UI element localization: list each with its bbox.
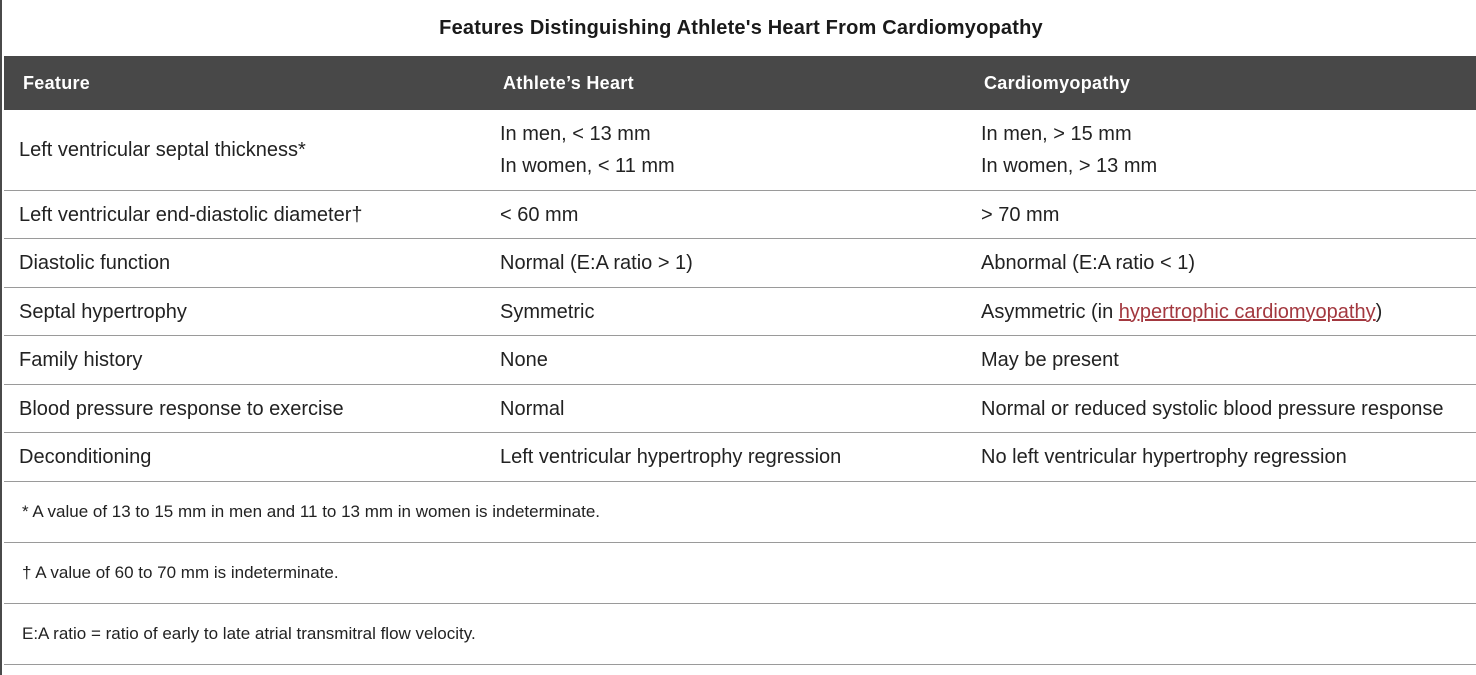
cell-feature: Blood pressure response to exercise <box>19 397 344 420</box>
hypertrophic-cardiomyopathy-link[interactable]: hypertrophic cardiomyopathy <box>1118 300 1376 323</box>
cell-feature: Left ventricular end-diastolic diameter† <box>19 203 363 226</box>
table-row <box>4 433 1476 482</box>
cell-cardio: May be present <box>981 349 1119 371</box>
cell-cardio: In men, > 15 mm In women, > 13 mm <box>981 123 1158 177</box>
cell-athlete: Normal (E:A ratio > 1) <box>500 252 693 274</box>
table-row <box>4 336 1476 385</box>
table-row <box>4 191 1476 239</box>
cell-feature: Deconditioning <box>19 446 152 468</box>
cell-athlete: Left ventricular hypertrophy regression <box>500 446 842 468</box>
cell-cardio: No left ventricular hypertrophy regression <box>981 446 1347 468</box>
header-feature: Feature <box>23 73 91 93</box>
cell-cardio: Abnormal (E:A ratio < 1) <box>981 252 1195 274</box>
cell-feature: Left ventricular septal thickness* <box>19 139 306 161</box>
header-athletes-heart: Athlete’s Heart <box>503 73 634 93</box>
table-row <box>4 288 1476 336</box>
footnote-ea-ratio: E:A ratio = ratio of early to late atrial transmitral flow velocity. <box>4 604 1476 665</box>
header-cardiomyopathy: Cardiomyopathy <box>984 73 1131 93</box>
cell-athlete: Normal <box>500 397 565 420</box>
cell-feature: Family history <box>19 349 143 371</box>
cardio-text-prefix: Asymmetric (in <box>981 300 1119 323</box>
footnote-diameter: † A value of 60 to 70 mm is indeterminate. <box>4 543 1476 604</box>
cell-feature: Diastolic function <box>19 252 171 274</box>
cell-athlete: None <box>500 349 548 371</box>
footnote-septal: * A value of 13 to 15 mm in men and 11 to 13 mm in women is indeterminate. <box>4 482 1476 543</box>
cell-athlete: < 60 mm <box>500 203 579 226</box>
table-header-row <box>4 56 1476 110</box>
table-row <box>4 110 1476 191</box>
cardio-text-suffix: ) <box>1375 300 1383 323</box>
cell-cardio: > 70 mm <box>981 203 1060 226</box>
table-row <box>4 385 1476 433</box>
cell-athlete: Symmetric <box>500 300 595 323</box>
table-row <box>4 239 1476 288</box>
cell-cardio <box>981 288 1382 335</box>
cell-athlete: In men, < 13 mm In women, < 11 mm <box>500 123 675 177</box>
cell-feature: Septal hypertrophy <box>19 300 187 323</box>
cell-cardio: Normal or reduced systolic blood pressure response <box>981 397 1444 420</box>
table-title: Features Distinguishing Athlete's Heart From Cardiomyopathy <box>439 16 1043 39</box>
